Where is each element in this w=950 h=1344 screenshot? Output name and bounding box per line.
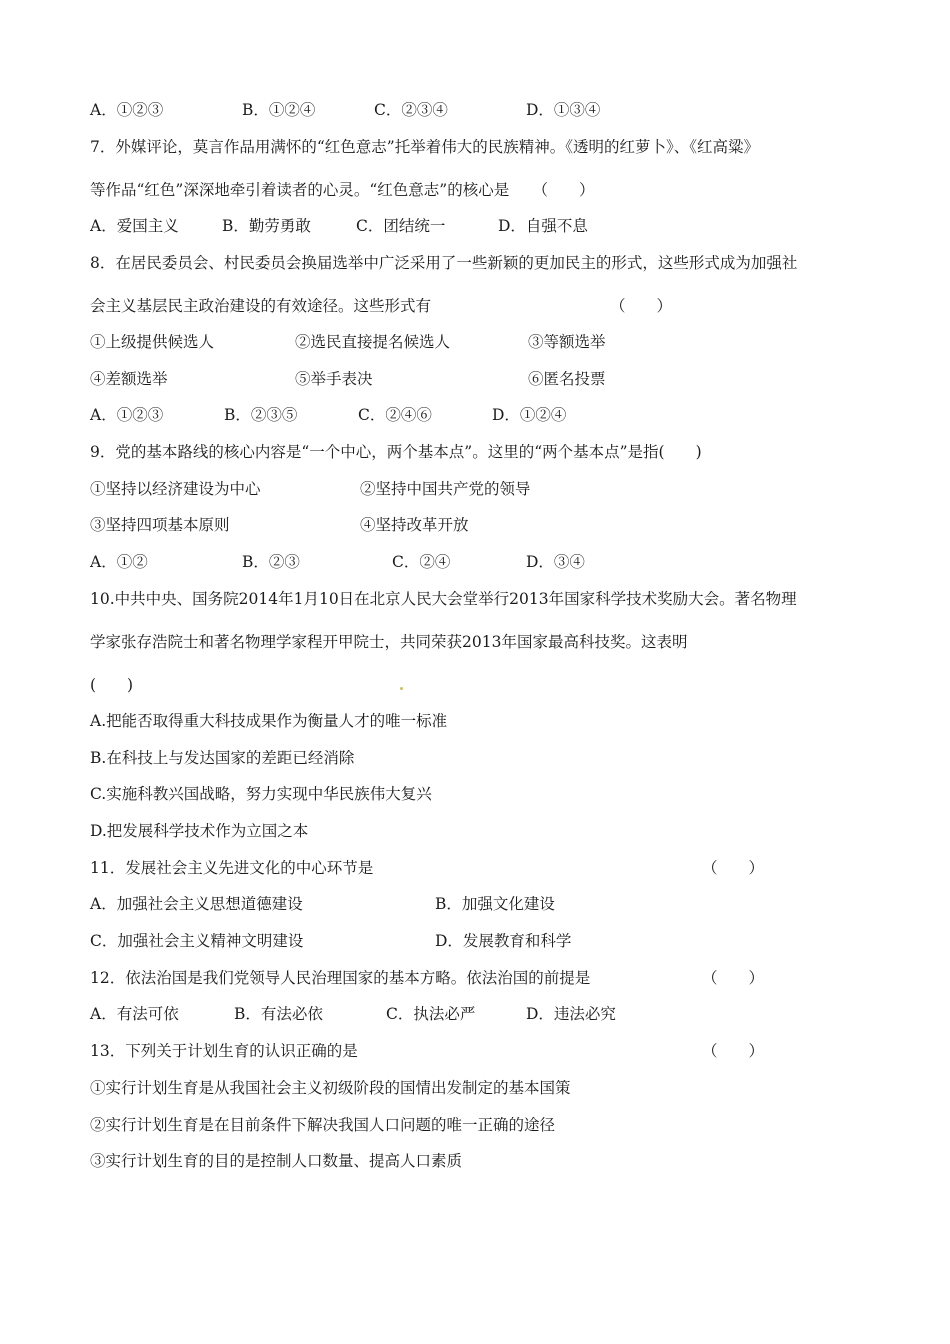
q6-option-d[interactable]: D．①③④ [526, 101, 601, 119]
q9-option-c[interactable]: C．②④ [392, 553, 451, 571]
q12-option-b[interactable]: B．有法必依 [234, 1005, 323, 1023]
q6-option-b[interactable]: B．①②④ [242, 101, 316, 119]
q9-option-d[interactable]: D．③④ [526, 553, 585, 571]
q9-option-b[interactable]: B．②③ [242, 553, 300, 571]
q12-option-d[interactable]: D．违法必究 [526, 1005, 616, 1023]
q9-item-1: ①坚持以经济建设为中心 [90, 480, 261, 498]
q7-option-c[interactable]: C．团结统一 [356, 217, 446, 235]
q11-answer-paren: （ ） [702, 859, 765, 877]
q10-answer-paren: ( ) [90, 676, 134, 694]
q8-stem-text: 会主义基层民主政治建设的有效途径。这些形式有 [90, 297, 432, 315]
q13-item-2: ②实行计划生育是在目前条件下解决我国人口问题的唯一正确的途径 [90, 1116, 556, 1134]
q11-stem-text: 11．发展社会主义先进文化的中心环节是 [90, 859, 374, 877]
q7-stem-line2: 等作品“红色”深深地牵引着读者的心灵。“红色意志”的核心是 （ ） [90, 181, 595, 199]
q13-stem-line1 [90, 1041, 765, 1061]
q7-option-b[interactable]: B．勤劳勇敢 [222, 217, 311, 235]
scan-speck [400, 687, 403, 690]
q10-option-c[interactable]: C.实施科教兴国战略，努力实现中华民族伟大复兴 [90, 785, 432, 803]
q10-option-d[interactable]: D.把发展科学技术作为立国之本 [90, 822, 309, 840]
q13-stem-text: 13．下列关于计划生育的认识正确的是 [90, 1042, 358, 1060]
q6-option-a[interactable]: A．①②③ [90, 101, 164, 119]
q13-item-1: ①实行计划生育是从我国社会主义初级阶段的国情出发制定的基本国策 [90, 1079, 571, 1097]
q7-option-a[interactable]: A．爱国主义 [90, 217, 179, 235]
q9-option-a[interactable]: A．①② [90, 553, 148, 571]
q7-stem-line1: 7．外媒评论，莫言作品用满怀的“红色意志”托举着伟大的民族精神。《透明的红萝卜》、《红高粱》 [90, 138, 759, 156]
q11-option-b[interactable]: B．加强文化建设 [435, 895, 555, 913]
q10-option-b[interactable]: B.在科技上与发达国家的差距已经消除 [90, 749, 355, 767]
q8-item-1: ①上级提供候选人 [90, 333, 215, 351]
q11-option-a[interactable]: A．加强社会主义思想道德建设 [90, 895, 303, 913]
q8-item-4: ④差额选举 [90, 370, 168, 388]
q9-item-2: ②坚持中国共产党的领导 [360, 480, 531, 498]
q8-item-6: ⑥匿名投票 [528, 370, 606, 388]
q13-item-3: ③实行计划生育的目的是控制人口数量、提高人口素质 [90, 1152, 463, 1170]
q6-option-c[interactable]: C．②③④ [374, 101, 448, 119]
q7-option-d[interactable]: D．自强不息 [498, 217, 588, 235]
q8-option-d[interactable]: D．①②④ [492, 406, 567, 424]
q9-item-4: ④坚持改革开放 [360, 516, 469, 534]
q8-option-c[interactable]: C．②④⑥ [358, 406, 432, 424]
q12-answer-paren: （ ） [702, 969, 765, 987]
q8-item-3: ③等额选举 [528, 333, 606, 351]
q9-stem-line1: 9．党的基本路线的核心内容是“一个中心，两个基本点”。这里的“两个基本点”是指( ) [90, 443, 702, 461]
q8-item-5: ⑤举手表决 [295, 370, 373, 388]
q10-option-a[interactable]: A.把能否取得重大科技成果作为衡量人才的唯一标准 [90, 712, 448, 730]
q8-option-a[interactable]: A．①②③ [90, 406, 164, 424]
q8-option-b[interactable]: B．②③⑤ [224, 406, 298, 424]
q10-stem-line2: 学家张存浩院士和著名物理学家程开甲院士，共同荣获2013年国家最高科技奖。这表明 [90, 633, 688, 651]
q8-answer-paren: （ ） [610, 297, 673, 315]
q9-item-3: ③坚持四项基本原则 [90, 516, 230, 534]
q12-option-a[interactable]: A．有法可依 [90, 1005, 179, 1023]
q12-stem-line1 [90, 968, 765, 988]
q11-option-c[interactable]: C．加强社会主义精神文明建设 [90, 932, 304, 950]
q8-stem-line2 [90, 296, 673, 316]
q12-option-c[interactable]: C．执法必严 [386, 1005, 476, 1023]
q11-option-d[interactable]: D．发展教育和科学 [435, 932, 572, 950]
q8-stem-line1: 8．在居民委员会、村民委员会换届选举中广泛采用了一些新颖的更加民主的形式，这些形式成为加强社 [90, 254, 798, 272]
q10-stem-line1: 10.中共中央、国务院2014年1月10日在北京人民大会堂举行2013年国家科学技术奖励大会。著名物理 [90, 590, 797, 608]
q12-stem-text: 12．依法治国是我们党领导人民治理国家的基本方略。依法治国的前提是 [90, 969, 591, 987]
q8-item-2: ②选民直接提名候选人 [295, 333, 451, 351]
q13-answer-paren: （ ） [702, 1042, 765, 1060]
q11-stem-line1 [90, 858, 765, 878]
